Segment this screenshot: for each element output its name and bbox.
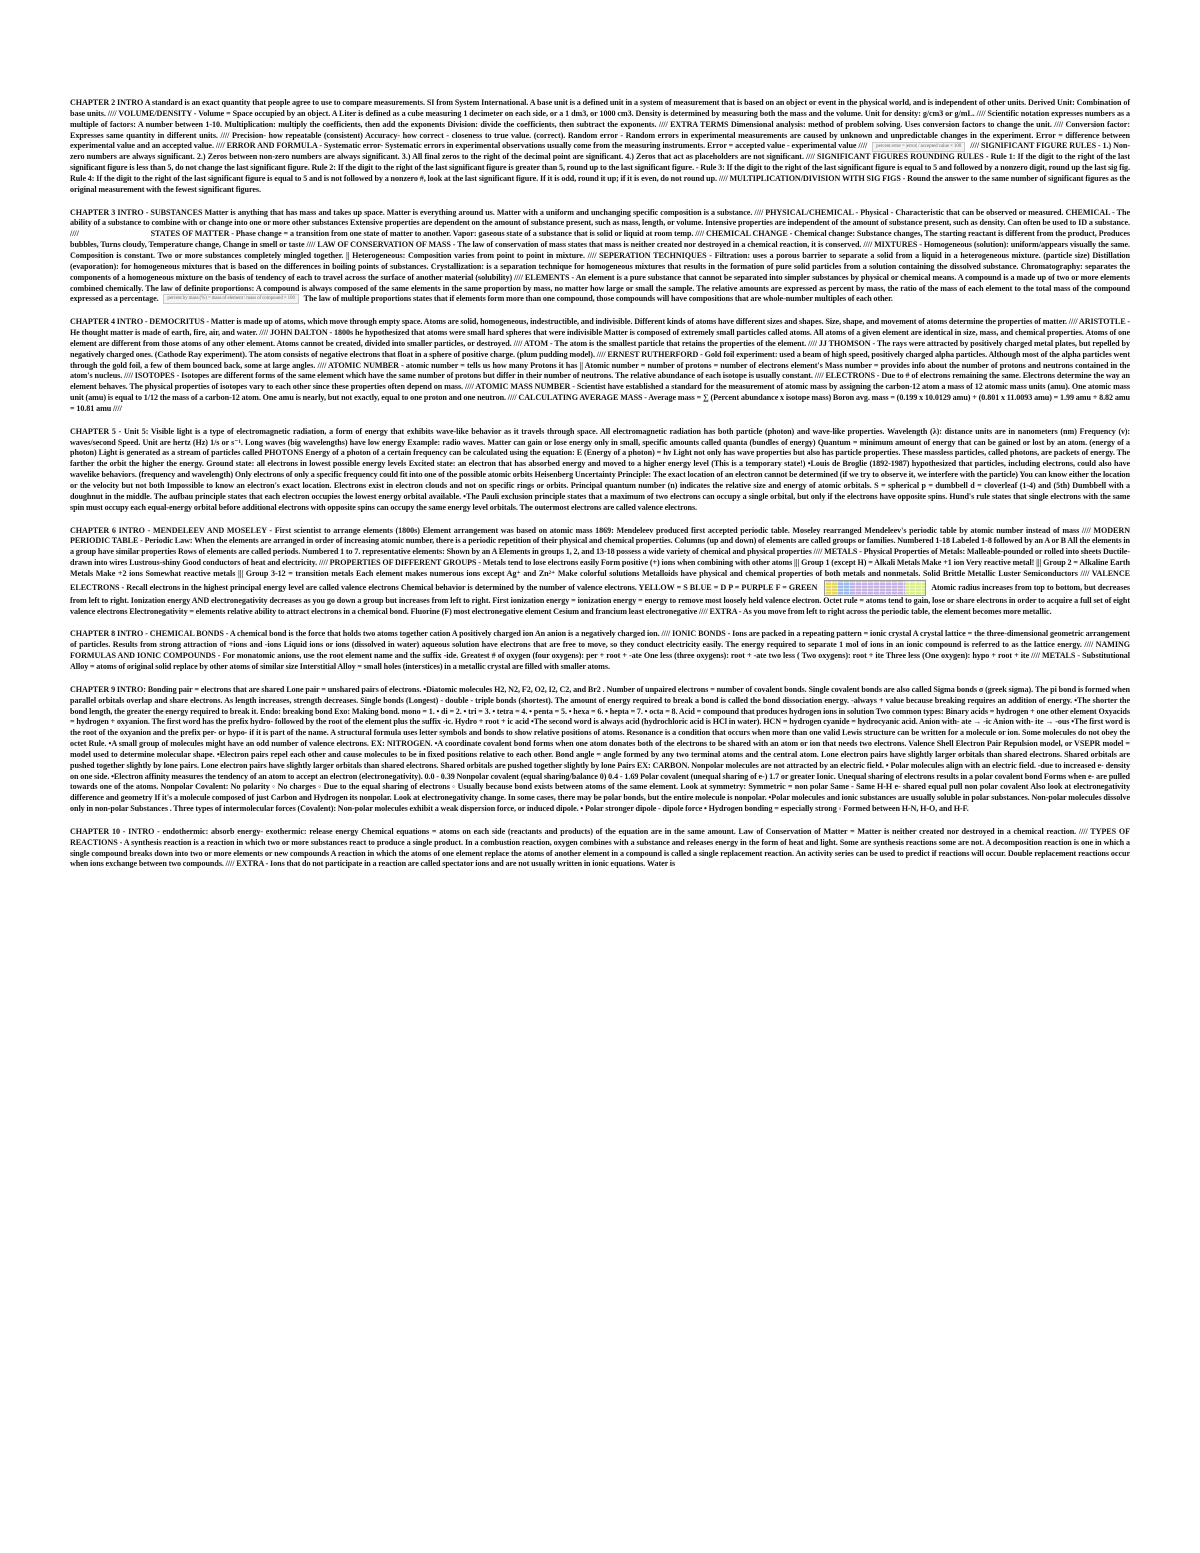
chapter-3-part-3: The law of multiple proportions states that if elements form more than one compound, those compounds will have compositions that are whole-number multiples of each other. bbox=[303, 294, 893, 304]
chapter-3-section bbox=[70, 208, 1130, 306]
chapter-10-text: CHAPTER 10 - INTRO - endothermic: absorb energy- exothermic: release energy Chemical equations = atoms on each side (reactants and products) of the equation are in the same amount. Law of Conservation of Matter = Matter is neither created nor destroyed in a chemical reaction. //// TYPES OF REACTIONS - A synthesis reaction is a reaction in which two or more substances react to produce a single product. In a combustion reaction, oxygen combines with a substance and releases energy in the form of heat and light. Some are synthesis reactions some are not. A decomposition reaction is one in which a single compound breaks down into two or more elements or new compounds A reaction in which the atoms of one element replace the atoms of another element in a compound is called a single replacement reaction. An activity series can be used to predict if reactions will occur. Double replacement reactions occur when ions exchange between two compounds. //// EXTRA - Ions that do not participate in a reaction are called spectator ions and are not usually written in ionic equations. Water is bbox=[70, 826, 1130, 869]
chapter-9-section bbox=[70, 685, 1130, 815]
chapter-5-section bbox=[70, 427, 1130, 514]
chapter-3-text bbox=[70, 208, 1130, 306]
chapter-6-part-2: Atomic radius increases from top to bottom, but decreases from left to right. Ionization energy AND electronegativity decreases as you go down a group but increases from left to right. First ionization energy = ionization energy = energy to remove most loosely held valence electron. Octet rule = atoms tend to gain, lose or share electrons in order to acquire a full set of eight valence electrons Electronegativity = elements relative ability to attract electrons in a chemical bond. Fluorine (F) most electronegative element Cesium and francium least electronegative //// EXTRA - As you move from left to right across the periodic table, the element becomes more metallic. bbox=[70, 582, 1130, 616]
chapter-5-text: CHAPTER 5 - Unit 5: Visible light is a type of electromagnetic radiation, a form of energy that exhibits wave-like behavior as it travels through space. All electromagnetic radiation has both particle (photon) and wave-like properties. Wavelength (λ): distance units are in nanometers (nm) Frequency (ν): waves/second Speed. Unit are hertz (Hz) 1/s or s⁻¹. Long waves (big wavelengths) have low energy Example: radio waves. Matter can gain or lose energy only in small, specific amounts called quanta (bundles of energy) Quantum = minimum amount of energy that can be gained or lost by an atom. (energy of a photon) Light is generated as a stream of particles called PHOTONS Energy of a photon of a certain frequency can be calculated using the equation: E (Energy of a photon) = hν Light not only has wave properties but also has particle properties. These massless particles, called photons, are packets of energy. The farther the orbit the higher the energy. Ground state: all electrons in lowest possible energy levels Excited state: an electron that has absorbed energy and moved to a higher energy level (This is a temporary state!) •Louis de Broglie (1892-1987) hypothesized that particles, including electrons, could also have wavelike behaviors. (frequency and wavelength) Only electrons of only a specific frequency could fit into one of the possible atomic orbits Heisenberg Uncertainty Principle: The exact location of an electron cannot be determined (if we try to observe it, we interfere with the particle) You can know either the location or the velocity but not both Impossible to know an electron's exact location. Electrons exist in electron clouds and not on specific rings or orbits. Principal quantum number (n) indicates the relative size and energy of atomic orbitals. S = spherical p = dumbbell d = cloverleaf (1-4) and (5th) Dumbbell with a doughnut in the middle. The aufbau principle states that each electron occupies the lowest energy orbital available. •The Pauli exclusion principle states that a maximum of two electrons can occupy a single orbital, but only if the electrons have opposite spins. Hund's rule states that single electrons with the same spin must occupy each equal-energy orbital before additional electrons with opposite spins can occupy the same energy level orbitals. The outermost electrons are called valence electrons. bbox=[70, 426, 1130, 512]
percent-by-mass-formula-image: percent by mass (%) = mass of element / mass of compound × 100 bbox=[163, 294, 299, 304]
chapter-3-part-1: CHAPTER 3 INTRO - SUBSTANCES Matter is anything that has mass and takes up space. Matter is everything around us. Matter with a uniform and unchanging specific composition is a substance. //// PHYSICAL/CHEMICAL - Physical - Characteristic that can be observed or measured. CHEMICAL - The ability of a substance to combine with or change into one or more other substances Extensive properties are dependent on the amount of substance present, such as mass, length, or volume. Intensive properties are independent of the amount of substance present, such as density. Can often be used to ID a substance. //// bbox=[70, 207, 1130, 239]
chapter-6-text bbox=[70, 526, 1130, 618]
chapter-10-section bbox=[70, 827, 1130, 870]
chapter-8-text: CHAPTER 8 INTRO - CHEMICAL BONDS - A chemical bond is the force that holds two atoms together cation A positively charged ion An anion is a negatively charged ion. //// IONIC BONDS - Ions are packed in a repeating pattern = ionic crystal A crystal lattice = the three-dimensional geometric arrangement of particles. Results from strong attraction of +ions and -ions Liquid ions or ions (dissolved in water) aqueous solution have electrons that are free to move, so they conduct electricity easily. The energy required to separate 1 mol of ions in an ionic compound is referred to as the lattice energy. //// NAMING FORMULAS AND IONIC COMPOUNDS - For monatomic anions, use the root element name and the suffix -ide. Greatest # of oxygen (four oxygens): per + root + -ate One less (three oxygens): root + -ate two less ( Two oxygens): root + ite Three less (One oxygen): hypo + root + ite //// METALS - Substitutional Alloy = atoms of original solid replace by other atoms of similar size Interstitial Alloy = small holes (interstices) in a metallic crystal are filled with smaller atoms. bbox=[70, 629, 1130, 671]
chapter-2-section bbox=[70, 98, 1130, 196]
chapter-2-part-2: //// SIGNIFICANT FIGURE RULES - 1.) Non-zero numbers are always significant. 2.) Zeros between non-zero numbers are always significant. 3.) All final zeros to the right of the decimal point are significant. 4.) Zeros that act as placeholders are not significant. //// SIGNIFICANT FIGURES ROUNDING RULES - Rule 1: If the digit to the right of the last significant figure is less than 5, do not change the last significant figure. Rule 2: If the digit to the right of the last significant figure is greater than 5, round up to the last significant figure. - Rule 3: If the digit to the right of the last significant figure is equal to 5 and followed by a nonzero digit, round up the last sig fig. Rule 4: If the digit to the right of the last significant figure is equal to 5 and is not followed by a nonzero #, look at the last significant figure. If it is odd, round it up; if it is even, do not round up. //// MULTIPLICATION/DIVISION WITH SIG FIGS - Round the answer to the same number of significant figures as the original measurement with the fewest significant figures. bbox=[70, 141, 1131, 194]
percent-error-formula-image: percent error = |error| / accepted value × 100 bbox=[872, 142, 965, 152]
chapter-8-section bbox=[70, 629, 1130, 672]
chapter-2-part-1: CHAPTER 2 INTRO A standard is an exact quantity that people agree to use to compare measurements. SI from System International. A base unit is a defined unit in a system of measurement that is based on an object or event in the physical world, and is independent of other units. Derived Unit: Combination of base units. //// VOLUME/DENSITY - Volume = Space occupied by an object. A Liter is defined as a cube measuring 1 decimeter on each side, or a 1 dm3, or 1000 cm3. Density is determined by measuring both the mass and the volume. Unit for density: g/cm3 or g/mL. //// Scientific notation expresses numbers as a multiple of factors: A number between 1-10. Multiplication: multiply the coefficients, then add the exponents Division: divide the coefficients, then subtract the exponents. //// EXTRA TERMS Dimensional analysis: method of problem solving. Uses conversion factors to change the unit. //// Conversion factor: Expresses same quantity in different units. //// Precision- how repeatable (consistent) Accuracy- how correct - closeness to true value. (correct). Random error - Random errors in experimental measurements are caused by unknown and unpredictable changes in the experiment. Error = difference between experimental value and an accepted value. //// ERROR AND FORMULA - Systematic error- Systematic errors in experimental observations usually come from the measuring instruments. Error = accepted value - experimental value //// bbox=[70, 98, 1130, 151]
periodic-table-blocks-image bbox=[824, 580, 926, 596]
chapter-6-part-1: CHAPTER 6 INTRO - MENDELEEV AND MOSELEY - First scientist to arrange elements (1800s) Element arrangement was based on atomic mass 1869: Mendeleev produced first accepted periodic table. Moseley rearranged Mendeleev's periodic table by atomic number instead of mass //// MODERN PERIODIC TABLE - Periodic Law: When the elements are arranged in order of increasing atomic number, there is a periodic repetition of their physical and chemical properties. Columns (up and down) of elements are called groups or families. Numbered 1-18 Labeled 1-8 followed by an A or B All the elements in a group have similar properties Rows of elements are called periods. Numbered 1 to 7. representative elements: Shown by an A Elements in groups 1, 2, and 13-18 possess a wide variety of chemical and physical properties //// METALS - Physical Properties of Metals: Malleable-pounded or rolled into sheets Ductile-drawn into wires Lustrous-shiny Good conductors of heat and electricity. //// PROPERTIES OF DIFFERENT GROUPS - Metals tend to lose electrons easily Form positive (+) ions when combining with other atoms ||| Group 1 (except H) = Alkali Metals Make +1 ion Very reactive metal! ||| Group 2 = Alkaline Earth Metals Make +2 ions Somewhat reactive metals ||| Group 3-12 = transition metals Each element makes numerous ions except Ag⁺ and Zn²⁺ Make colorful solutions Metalloids have physical and chemical properties of both metals and nonmetals. Solid Brittle Metallic Luster Semiconductors //// VALENCE ELECTRONS - Recall electrons in the highest principal energy level are called valence electrons Chemical behavior is determined by the number of valence electrons. YELLOW = S BLUE = D P = PURPLE F = GREEN bbox=[70, 525, 1130, 592]
chapter-4-text: CHAPTER 4 INTRO - DEMOCRITUS - Matter is made up of atoms, which move through empty space. Atoms are solid, homogeneous, indestructible, and indivisible. Different kinds of atoms have different sizes and shapes. Size, shape, and movement of atoms determine the properties of matter. //// ARISTOTLE - He thought matter is made of earth, fire, air, and water. //// JOHN DALTON - 1800s he hypothesized that atoms were small hard spheres that were indivisible Matter is composed of extremely small particles called atoms. All atoms of a given element are identical in size, mass, and chemical properties. Atoms of one element are different from those atoms of any other element. Atoms cannot be created, divided into smaller particles, or destroyed. //// ATOM - The atom is the smallest particle that retains the properties of the element. //// JJ THOMSON - The rays were attracted by positively charged metal plates, but repelled by negatively charged ones. (Cathode Ray experiment). The atom consists of negative electrons that float in a sphere of positive charge. (plum pudding model). //// ERNEST RUTHERFORD - Gold foil experiment: used a beam of high speed, positively charged alpha particles. Although most of the alpha particles went through the gold foil, a few of them bounced back, some at large angles. //// ATOMIC NUMBER - atomic number = tells us how many Protons it has || Atomic number = number of protons = number of electrons element's Mass number = provides info about the number of protons and neutrons contained in the atom's nucleus. //// ISOTOPES - Isotopes are different forms of the same element which have the same number of protons but differ in their number of neutrons. The relative abundance of each isotope is usually constant. //// ELECTRONS - Due to # of electrons remaining the same. Electrons determine the way an element behaves. The physical properties of isotopes vary to each other since these properties often depend on mass. //// ATOMIC MASS NUMBER - Scientist have established a standard for the measurement of atomic mass by assigning the carbon-12 atom a mass of 12 atomic mass units (amu). One atomic mass unit (amu) is equal to 1/12 the mass of a carbon-12 atom. One amu is nearly, but not exactly, equal to one proton and one neutron. //// CALCULATING AVERAGE MASS - Average mass = ∑ (Percent abundance x isotope mass) Boron avg. mass = (0.199 x 10.0129 amu) + (0.801 x 11.0093 amu) = 1.99 amu + 8.82 amu = 10.81 amu //// bbox=[70, 317, 1130, 413]
chapter-3-part-2: STATES OF MATTER - Phase change = a transition from one state of matter to another. Vapor: gaseous state of a substance that is solid or liquid at room temp. //// CHEMICAL CHANGE - Chemical change: Substance changes, The starting reactant is different from the product, Produces bubbles, Turns cloudy, Temperature change, Change in smell or taste //// LAW OF CONSERVATION OF MASS - The law of conservation of mass states that mass is neither created nor destroyed in a chemical reaction, it is conserved. //// MIXTURES - Homogeneous (solution): uniform/appears visually the same. Composition is constant. Two or more substances completely mingled together. || Heterogeneous: Composition varies from point to point in mixture. //// SEPERATION TECHNIQUES - Filtration: uses a porous barrier to separate a solid from a liquid in a heterogeneous mixture. (particle size) Distillation (evaporation): for homogeneous mixtures that is based on the differences in boiling points of substances. Crystallization: is a separation technique for homogeneous mixtures that results in the formation of pure solid particles from a solution containing the dissolved substance. Chromatography: separates the components of a homogeneous mixture on the basis of tendency of each to travel across the surface of another material (solubility) //// ELEMENTS - An element is a pure substance that cannot be separated into simpler substances by physical or chemical means. A compound is a made up of two or more elements combined chemically. The law of definite proportions: A compound is always composed of the same elements in the same proportion by mass, no matter how large or small the sample. The relative amounts are expressed as percent by mass, the ratio of the mass of each element to the total mass of the compound expressed as a percentage. bbox=[70, 229, 1130, 304]
chapter-4-section bbox=[70, 317, 1130, 415]
chapter-9-text: CHAPTER 9 INTRO: Bonding pair = electrons that are shared Lone pair = unshared pairs of electrons. •Diatomic molecules H2, N2, F2, O2, I2, C2, and Br2 . Number of unpaired electrons = number of covalent bonds. Single covalent bonds are also called Sigma bonds σ (greek sigma). The pi bond is formed when parallel orbitals overlap and share electrons. As length increases, strength decreases. Single bonds (Longest) - double - triple bonds (shortest). The amount of energy required to break a bond is called the bond dissociation energy. -always + value because breaking requires an addition of energy. •The shorter the bond length, the greater the energy required to break it. Endo: breaking bond Exo: Making bond. mono = 1. • di = 2. • tri = 3. • tetra = 4. • penta = 5. • hexa = 6. • hepta = 7. • octa = 8. Acid = compound that produces hydrogen ions in solution Two common types: Binary acids = hydrogen + one other element Oxyacids = hydrogen + oxyanion. The first word has the prefix hydro- followed by the root of the element plus the suffix -ic. Hydro + root + ic acid •The second word is always acid (hydrochloric acid is HCl in water). HCN = hydrogen cyanide = hydrocyanic acid. Anion with- ate → -ic Anion with- ite → -ous •The first word is the root of the oxyanion and the prefix per- or hypo- if it is part of the name. A structural formula uses letter symbols and bonds to show relative positions of atoms. Resonance is a condition that occurs when more than one valid Lewis structure can be written for a molecule or ion. Some molecules do not obey the octet Rule. •A small group of molecules might have an odd number of valence electrons. EX: NITROGEN. •A coordinate covalent bond forms when one atom donates both of the electrons to be shared with an atom or ion that needs two electrons. Valence Shell Electron Pair Repulsion model, or VSEPR model = model used to determine molecular shape. •Electron pairs repel each other and cause molecules to be in fixed positions relative to each other. Bond angle = angle formed by any two terminal atoms and the central atom. Lone electron pairs have slightly larger orbitals than shared electrons. Shared orbitals are pushed together slightly by lone pairs. Lone electron pairs have slightly larger orbitals than shared electrons. Shared orbitals are pushed together slightly by lone Pairs EX: CARBON. Nonpolar molecules are not attracted by an electric field. • Polar molecules align with an electric field. -due to increased e- density on one side. •Electron affinity measures the tendency of an atom to accept an electron (electronegativity). 0.0 - 0.39 Nonpolar covalent (equal sharing/balance 0) 0.4 - 1.69 Polar covalent (unequal sharing of e-) 1.7 or greater Ionic. Unequal sharing of electrons results in a polar covalent bond Forms when e- are pulled towards one of the atoms. Nonpolar Covalent: No polarity ◦ No charges ◦ Due to the equal sharing of electrons ◦ Usually because bond exists between atoms of the same element. Look at symmetry: Symmetric = non polar Same - Same H-H e- shared equal pull non polar covalent Also look at electronegativity difference and geometry If it's a molecule composed of just Carbon and Hydrogen its nonpolar. Look at electronegativity change. In some cases, there may be polar bonds, but the entire molecule is nonpolar. •Polar molecules and ionic substances are usually soluble in polar substances. Non-polar molecules dissolve only in non-polar Substances . Three types of intermolecular forces (Covalent): Non-polar molecules exhibit a weak dispersion force, or induced dipole. • Polar stronger dipole - dipole force • Hydrogen bonding = especially strong ◦ Formed between H-N, H-O, and H-F. bbox=[70, 684, 1130, 814]
chapter-6-section bbox=[70, 526, 1130, 618]
notes-page bbox=[70, 98, 1130, 882]
chapter-2-text bbox=[70, 98, 1130, 196]
